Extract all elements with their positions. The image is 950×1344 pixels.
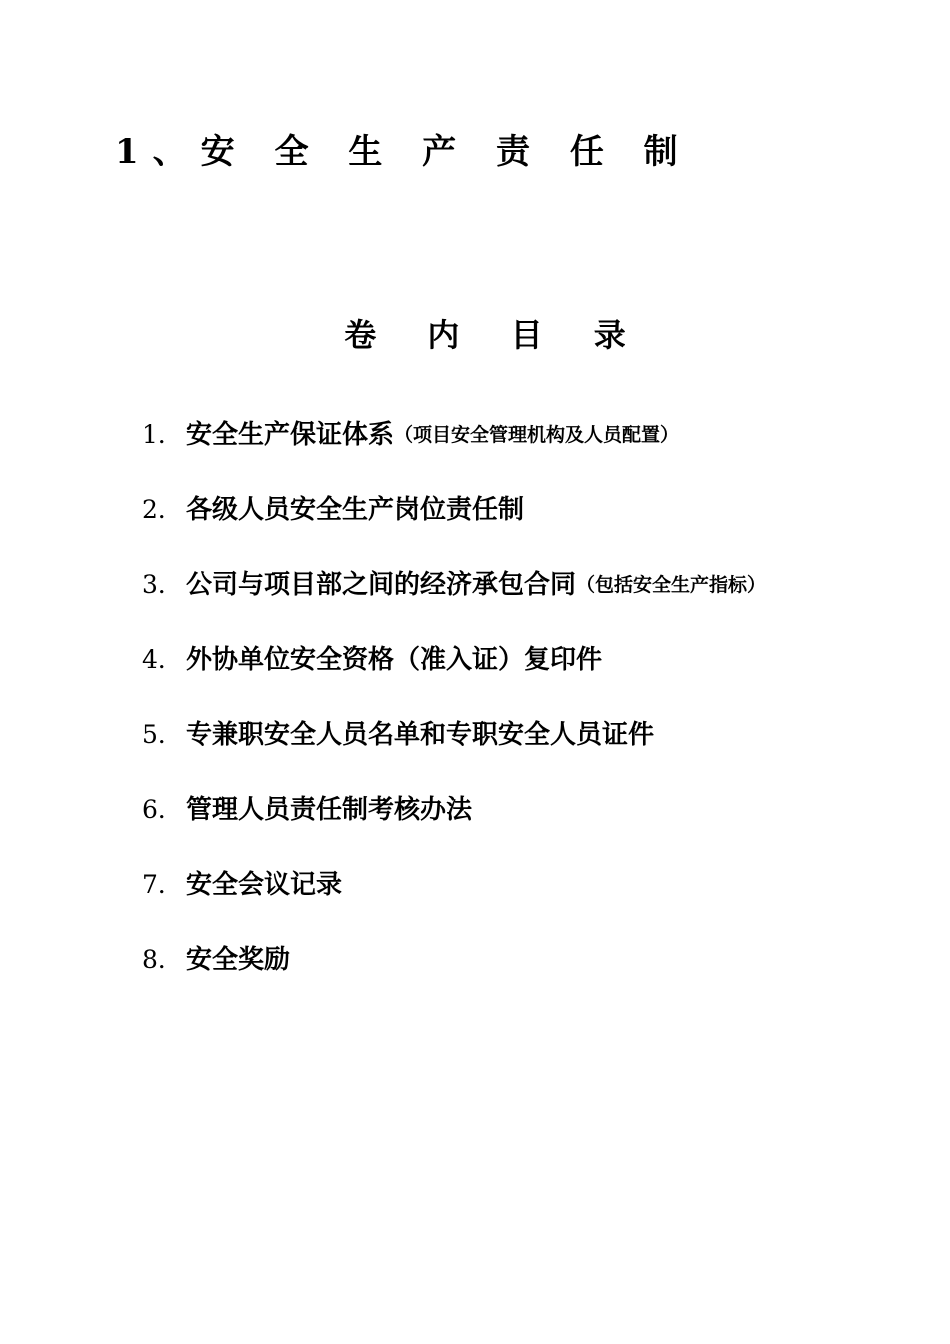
toc-item-label: 公司与项目部之间的经济承包合同 (186, 570, 577, 600)
page-heading: 1、安 全 生 产 责 任 制 (115, 132, 692, 172)
toc-item (142, 491, 766, 566)
toc-list (142, 416, 766, 1016)
toc-item-label: 安全会议记录 (186, 870, 343, 900)
toc-item-note: （项目安全管理机构及人员配置） (394, 424, 680, 446)
toc-item (142, 941, 766, 1016)
toc-item-label: 管理人员责任制考核办法 (186, 795, 473, 825)
toc-item-label: 专兼职安全人员名单和专职安全人员证件 (186, 720, 655, 750)
toc-item-number: 6． (142, 795, 183, 824)
toc-item-note: （包括安全生产指标） (576, 574, 767, 596)
toc-item (142, 566, 766, 641)
toc-item (142, 716, 766, 791)
toc-item (142, 416, 766, 491)
toc-title: 卷 内 目 录 (344, 316, 646, 354)
toc-item-number: 8． (142, 945, 183, 974)
toc-item-number: 3． (142, 570, 183, 599)
toc-item (142, 791, 766, 866)
toc-item-number: 1． (142, 420, 183, 449)
toc-item-label: 安全生产保证体系 (186, 420, 395, 450)
toc-item (142, 866, 766, 941)
toc-item-number: 7． (142, 870, 183, 899)
toc-item-label: 各级人员安全生产岗位责任制 (186, 495, 525, 525)
toc-item-label: 外协单位安全资格（准入证）复印件 (186, 645, 603, 675)
toc-item-label: 安全奖励 (186, 945, 291, 975)
toc-item-number: 2． (142, 495, 183, 524)
toc-item-number: 5． (142, 720, 183, 749)
toc-item (142, 641, 766, 716)
toc-item-number: 4． (142, 645, 183, 674)
